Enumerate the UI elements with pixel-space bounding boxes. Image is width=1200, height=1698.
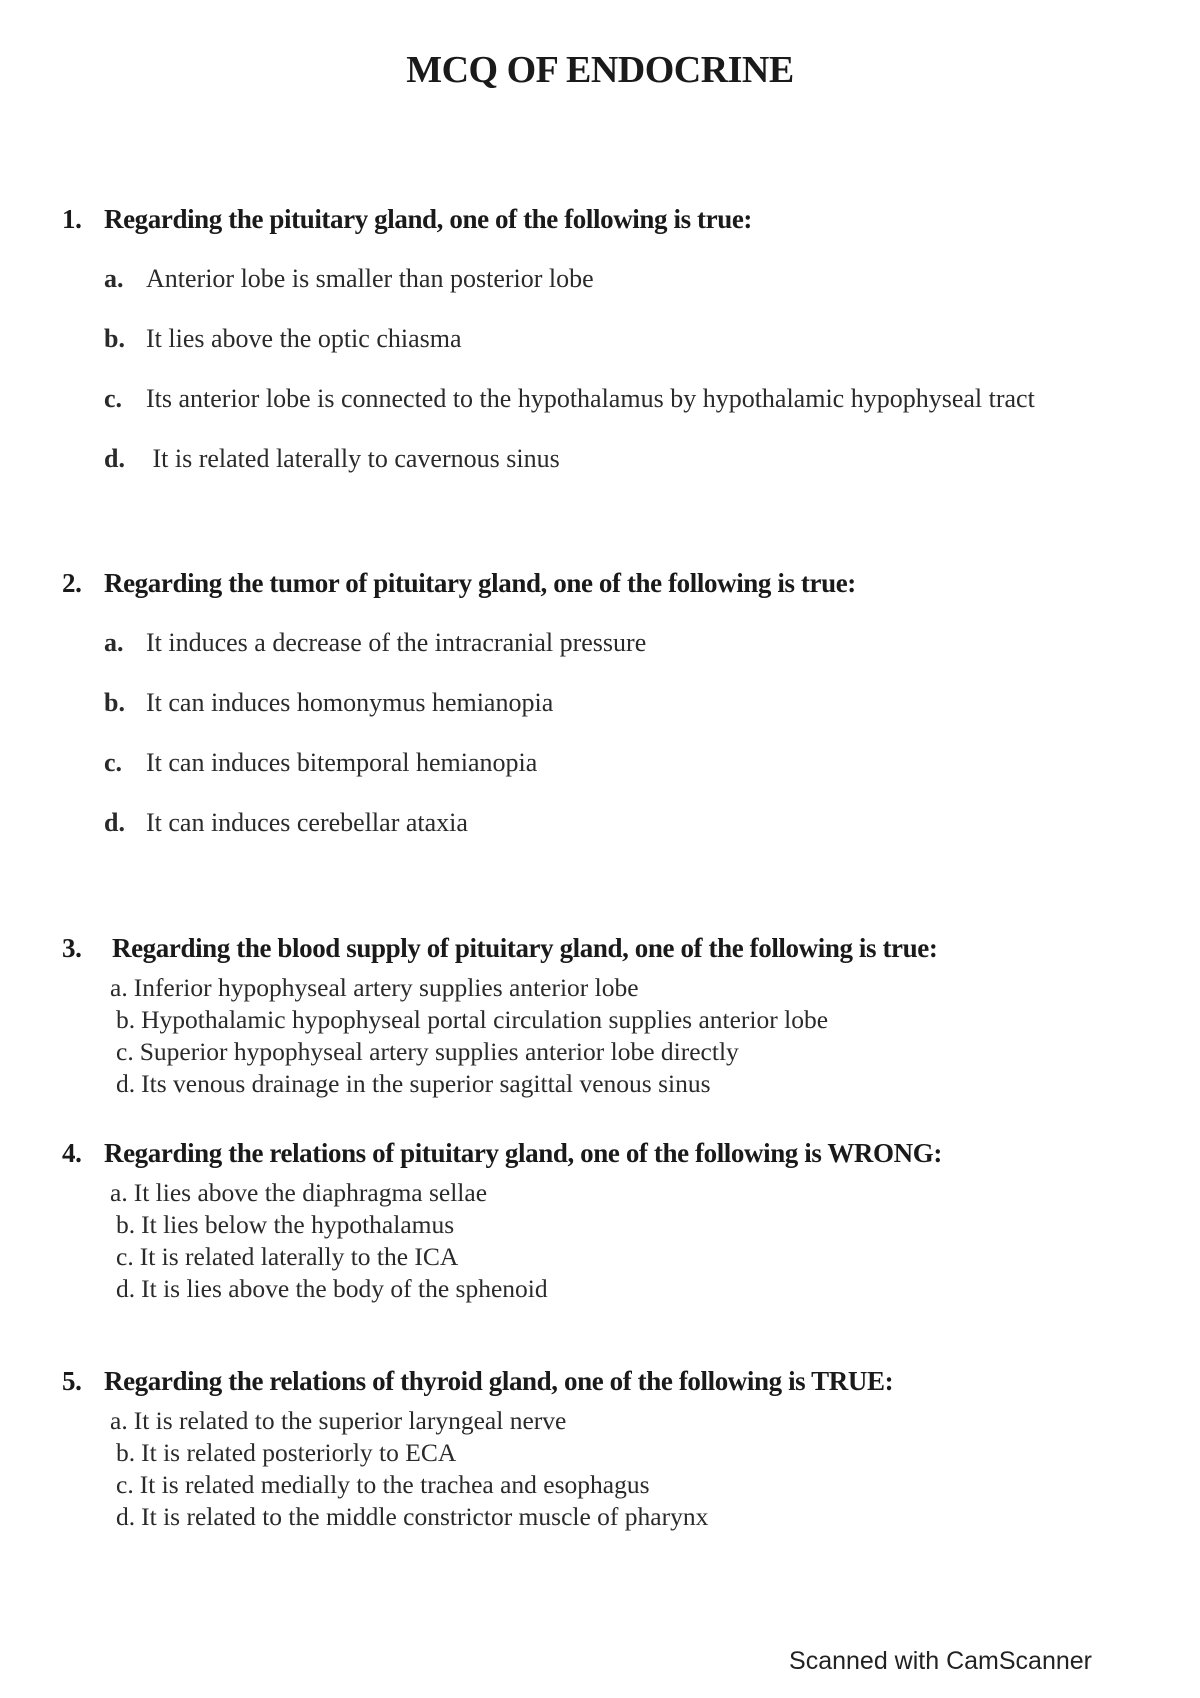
question-number: 4. — [62, 1138, 82, 1168]
option-d: d. It can induces cerebellar ataxia — [104, 808, 468, 837]
question-text: Regarding the blood supply of pituitary gland, one of the following is true: — [112, 933, 938, 963]
question-text: Regarding the relations of thyroid gland, one of the following is TRUE: — [104, 1366, 894, 1396]
option-d: d. Its venous drainage in the superior sagittal venous sinus — [116, 1069, 711, 1098]
option-c: c. Superior hypophyseal artery supplies anterior lobe directly — [116, 1037, 739, 1066]
option-a: a. Inferior hypophyseal artery supplies anterior lobe — [110, 973, 639, 1002]
question-text: Regarding the relations of pituitary gland, one of the following is WRONG: — [104, 1138, 942, 1168]
question-number: 1. — [62, 204, 82, 234]
question-4-stem — [62, 1138, 942, 1169]
option-b: b. It can induces homonymus hemianopia — [104, 688, 554, 717]
option-d: d. It is lies above the body of the sphenoid — [116, 1274, 548, 1303]
question-number: 5. — [62, 1366, 82, 1396]
option-a: a. It induces a decrease of the intracranial pressure — [104, 628, 647, 657]
option-b: b. It lies below the hypothalamus — [116, 1210, 455, 1239]
option-d: d. It is related laterally to cavernous sinus — [104, 444, 560, 473]
question-text: Regarding the pituitary gland, one of the following is true: — [104, 204, 752, 234]
question-1-stem — [62, 204, 752, 235]
question-number: 3. — [62, 933, 82, 963]
scanner-watermark: Scanned with CamScanner — [789, 1647, 1092, 1675]
option-b: b. It is related posteriorly to ECA — [116, 1438, 457, 1467]
option-b: b. It lies above the optic chiasma — [104, 324, 462, 353]
option-a: a. Anterior lobe is smaller than posterior lobe — [104, 264, 594, 293]
option-c: c. It is related medially to the trachea and esophagus — [116, 1470, 650, 1499]
question-number: 2. — [62, 568, 82, 598]
option-a: a. It lies above the diaphragma sellae — [110, 1178, 488, 1207]
option-c: c. Its anterior lobe is connected to the hypothalamus by hypothalamic hypophyseal tract — [104, 384, 1035, 413]
question-2-stem — [62, 568, 856, 599]
option-a: a. It is related to the superior laryngeal nerve — [110, 1406, 567, 1435]
question-text: Regarding the tumor of pituitary gland, one of the following is true: — [104, 568, 856, 598]
option-c: c. It can induces bitemporal hemianopia — [104, 748, 538, 777]
question-5-stem — [62, 1366, 893, 1397]
option-c: c. It is related laterally to the ICA — [116, 1242, 459, 1271]
question-3-stem — [62, 933, 937, 964]
option-d: d. It is related to the middle constrictor muscle of pharynx — [116, 1502, 709, 1531]
page-title: MCQ OF ENDOCRINE — [406, 49, 794, 91]
option-b: b. Hypothalamic hypophyseal portal circulation supplies anterior lobe — [116, 1005, 829, 1034]
